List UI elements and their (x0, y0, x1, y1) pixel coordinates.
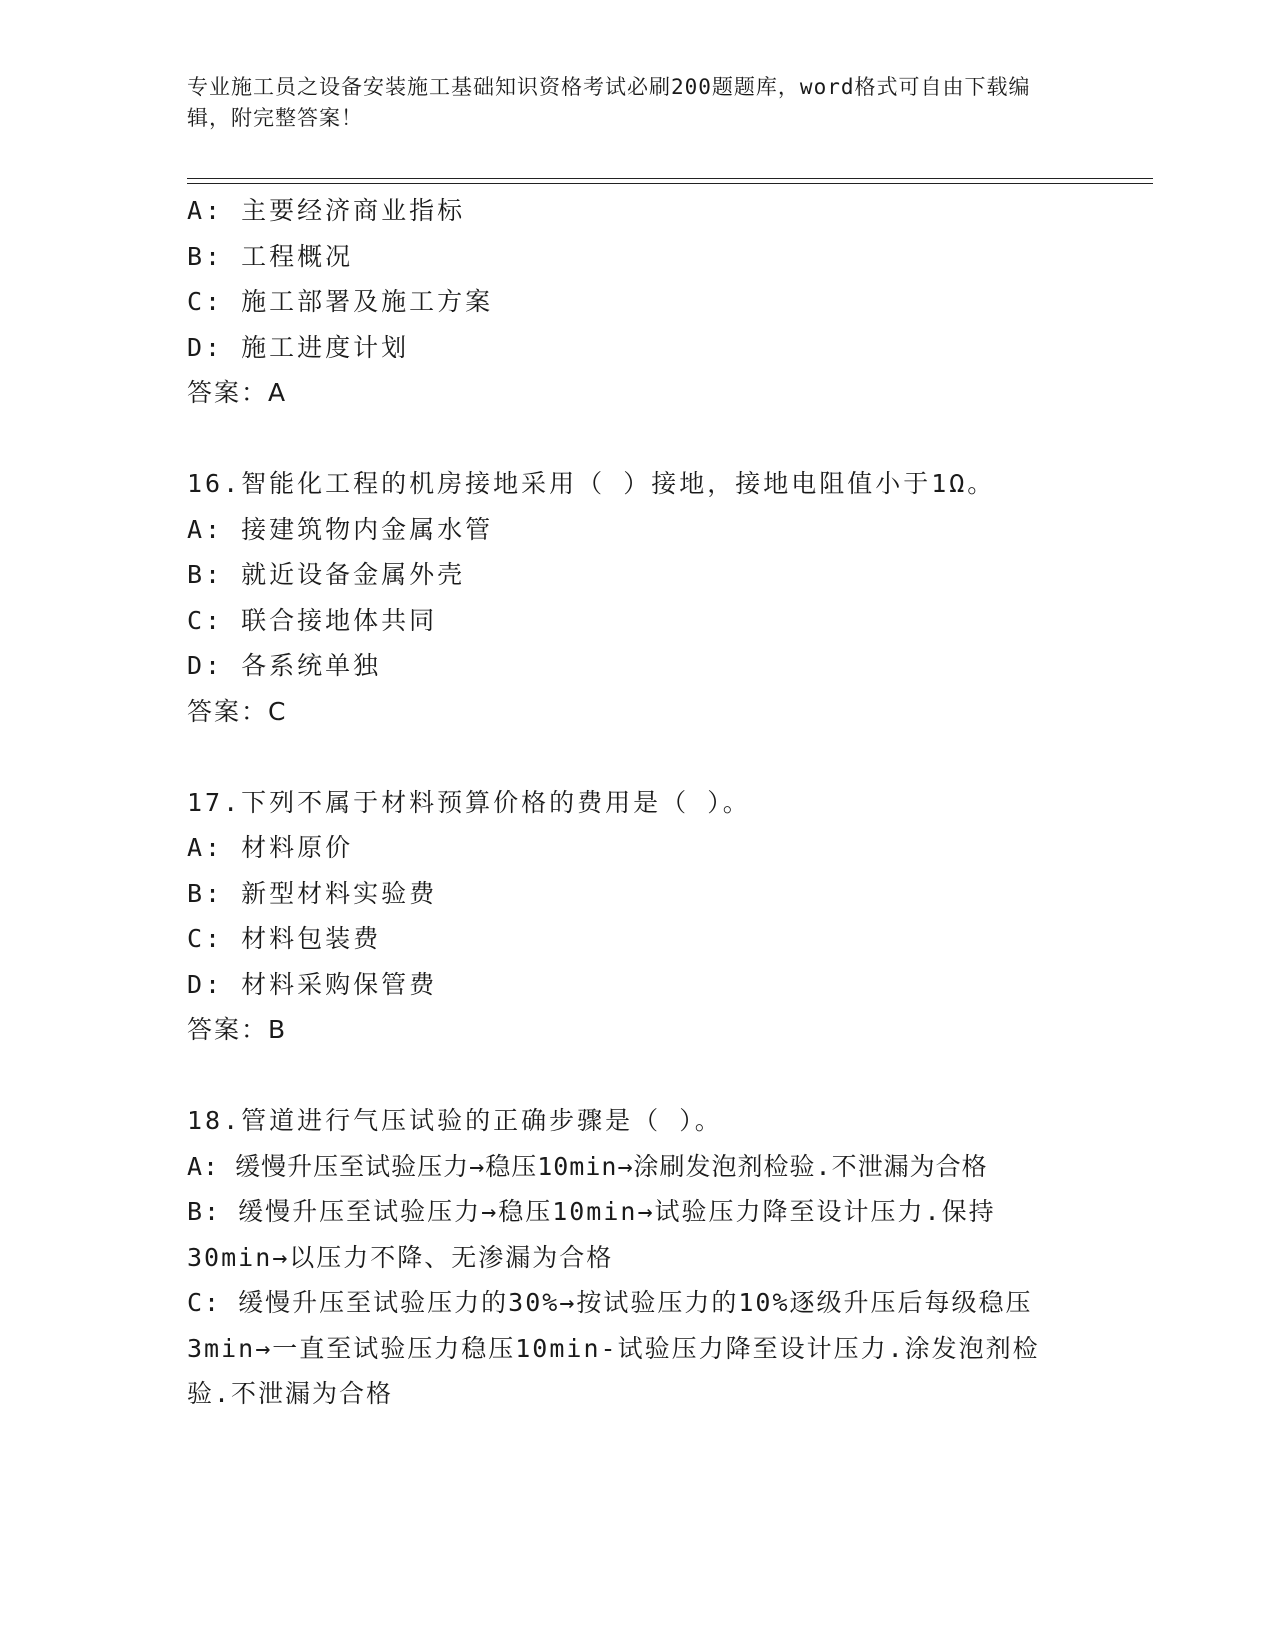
answer-line (187, 689, 1147, 735)
option-a: A: 主要经济商业指标 (187, 196, 466, 225)
document-header-title: 专业施工员之设备安装施工基础知识资格考试必刷200题题库，word格式可自由下载编辑，附完整答案！ (187, 75, 1031, 130)
answer-value: C (268, 696, 288, 726)
option-c: C: 联合接地体共同 (187, 605, 438, 635)
question-text: 16.智能化工程的机房接地采用（ ）接地，接地电阻值小于1Ω。 (187, 469, 996, 498)
answer-label: 答案： (187, 696, 269, 726)
option-b: B: 就近设备金属外壳 (187, 560, 466, 589)
option-c: C: 材料包装费 (187, 924, 382, 953)
header-divider-bottom (187, 183, 1153, 184)
question-block-18 (187, 1098, 1147, 1417)
question-text: 17.下列不属于材料预算价格的费用是（ ）。 (187, 787, 751, 817)
option-a: A: 缓慢升压至试验压力→稳压10min→涂刷发泡剂检验.不泄漏为合格 (187, 1151, 988, 1181)
option-c: C: 施工部署及施工方案 (187, 287, 494, 316)
spacer (187, 734, 1147, 780)
option-c: C: 缓慢升压至试验压力的30%→按试验压力的10%逐级升压后每级稳压3min→一直至试验压力稳压10min-试验压力降至设计压力.涂发泡剂检验.不泄漏为合格 (187, 1288, 1040, 1408)
question-block-16 (187, 461, 1147, 734)
answer-label: 答案： (187, 378, 269, 407)
option-d: D: 材料采购保管费 (187, 969, 438, 999)
answer-line (187, 1007, 1147, 1053)
question-block-15 (187, 188, 1147, 416)
option-b: B: 工程概况 (187, 241, 354, 271)
answer-value: A (268, 378, 288, 407)
answer-value: B (268, 1015, 288, 1044)
answer-line (187, 370, 1147, 416)
option-b: B: 缓慢升压至试验压力→稳压10min→试验压力降至设计压力.保持30min→以压力不降、无渗漏为合格 (187, 1197, 996, 1272)
spacer (187, 1053, 1147, 1099)
option-a: A: 材料原价 (187, 833, 354, 862)
option-a: A: 接建筑物内金属水管 (187, 514, 494, 544)
question-list (187, 188, 1147, 1417)
option-d: D: 各系统单独 (187, 651, 382, 680)
spacer (187, 416, 1147, 462)
header-divider-top (187, 178, 1153, 179)
answer-label: 答案： (187, 1015, 269, 1044)
question-text: 18.管道进行气压试验的正确步骤是（ ）。 (187, 1106, 723, 1135)
option-b: B: 新型材料实验费 (187, 878, 438, 908)
option-d: D: 施工进度计划 (187, 332, 410, 362)
question-block-17 (187, 780, 1147, 1053)
